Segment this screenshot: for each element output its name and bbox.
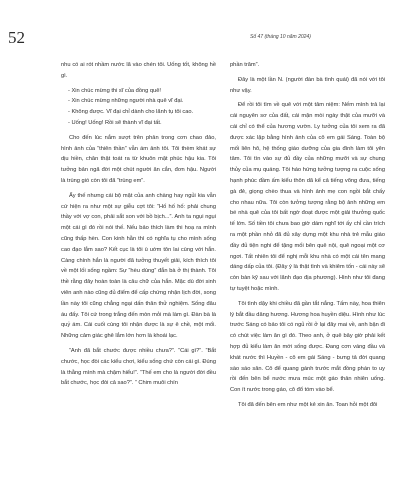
issue-info: Số 47 (tháng 10 năm 2024) xyxy=(250,34,311,40)
right-column-paragraph: Để rồi tôi tìm về quê với một tâm niệm: Nếm mình trả lại cái nguyên sơ của đất, cái mặn mòi ngày thật của mưỡi và cái chỉ có thể của hương vườn. Ly tưởng của tôi xem ra đã được xác lập bằng hình ảnh của cô em gái Sáng. Toàn bộ mối liên hô, hệ thống giáo dưỡng của gia đình làm tôi yên tâm. Tôi tìn vào sự đủ đầy của những mưỡi và sự chung thủy của mụ quáng. Tôi háo hứng tưởng tượng ra cuộc sống hạnh phúc đầm ấm kiểu thôn dã kể cả tiếng võng đưa, tiếng gà đẻ, giọng chèo thua và hình ảnh mẹ con ngồi bắt chấy cho nhau nữa. Tôi còn tưởng tượng rằng bộ ảnh những em bé nhà quê của tôi bất ngờ đoạt được một giải thưởng quốc tế lớn. Số tiền tôi chưa bao giờ dám nghĩ tới ấy chỉ cần trích ra một phần nhỏ đã đủ xây dựng một khu nhà trẻ mẫu giáo đầy đủ tiện nghi để tặng mối bên quê nội, quê ngoại một cơ ngơi. Tất nhiên tôi để nghị mỗi khu nhà có một cái tên mang dáng dấp của tôi. (Đây ý là thật tình và khiêm tốn - cái này sẽ còn bàn kỹ sau với lãnh đạo địa phương). Hình như tôi đang tự tuyệt hoặc mình. xyxy=(230,102,385,292)
right-column-paragraph: Tôi tình dậy khi chiều đã gần tắt nắng. Tấm này, hoa thiên lý bắt đầu dâng hương. Hương hoa huyền diệu. Hình như lúc trước Sáng có bảo tôi có ngủ rồi ở lại đây mai về, anh bận đi có chút việc làm ăn gì đó. Theo anh, ở quê bây giờ phải kết hợp đủ kiểu làm ăn mới sống được. Đang cơn váng đầu và khát nước thì Huyền - cô em gái Sáng - bưng tả đời quang sào sáo sân. Cô để quang gánh trước mắt đồng phán to uy rồi đến bên bể nước mưa múc một gáo thản nhiên uống. Con ít nước trong gáo, cô đổ tóm vào bể. xyxy=(230,300,385,394)
page-number: 52 xyxy=(8,28,25,47)
left-column-paragraph: Ấy thế nhưng cái bộ mặt của anh chàng hay ngủi kia vẫn cứ hiện ra như một sự giễu cợt tôi: “Hố hố hố: phải chung thầy với vợ con, phải sắt son với bồ bịch...”. Anh ta ngụi ngụi một cái gì đó rồi nói thế. Nếu bảo thích làm thi hoạ ra mình cũng thấp hèn. Con kinh hằn thì có nghĩa tụ cho mình sống cao đạo lắm sao? Kết cục là tôi ù uớm tôn lai cùng với hắn. Càng chính hắn là người đã tưởng thuyết giải, kích thích tôi về một lối sống ngầm: Sự “hèu dùng” đắn bà ở thị thành. Tôi thề rằng đây hoàn toàn là câu chữ của hắn. Mặc dù đời sinh viên anh nào cũng đủ điểm để cấp chứng nhận lịch đời, song lần này tôi cũng chẳng ngại dấn thân thử nghiệm. Sống đâu áu đấy. Tôi cứ trong trắng đến mòn mỏi mà làm gì. Đàn bà là quỷ ám. Cái cuối cùng tôi nhận được là sự ê chề, một mối. Những cảm giác ghê lắm lớn hơn là khoái lạc. xyxy=(61,192,216,340)
left-text-column xyxy=(61,60,216,393)
left-column-paragraph: - Không được. Vĩ đại chỉ dành cho lãnh tụ tôi cao. xyxy=(68,109,194,116)
left-column-paragraph: Cho đến lúc nắm sượt trên phản trong cơn chao đảo, hình ảnh của “thiên thần” vẫn ám ảnh tôi. Tôi thèm khát sự dịu hiền, chân thật toát ra từ khuôn mặt phúc hậu kia. Tôi tưởng bản ngã đời một chút người ăn cắn, đơn hậu. Người là trùng gió còn tôi đã “trùng em”. xyxy=(61,134,216,184)
left-column-paragraph: “Anh đã bắt chước được nhiều chưa?”. “Cái gì?”. “Bắt chước, học đòi các kiểu chơi, kiểu sống chứ còn cái gì. Đúng là thằng mình mà chậm hiểu!”. “Thế em cho là người đời đều bắt chước, học đòi cả sao?”. “ Chim muôi chín xyxy=(61,347,216,387)
right-text-column xyxy=(230,60,385,415)
right-column-paragraph: Đây là một lần N. (người đàn bà tình quái) đã nói với tôi như vậy. xyxy=(230,76,385,94)
left-column-paragraph: - Uống! Uống! Rồi sẽ thành vĩ đại tất. xyxy=(68,119,162,126)
right-column-paragraph: Tôi đã đến bên em như một kẻ xin ăn. Toan hỏi một đôi xyxy=(238,401,378,408)
left-column-paragraph: - Xin chúc mừng thi sĩ của đồng quê! xyxy=(68,87,161,94)
left-column-paragraph: - Xin chúc mừng những người nhà quê vĩ đại. xyxy=(68,98,184,105)
right-column-paragraph: phần trăm”. xyxy=(230,62,260,68)
left-column-paragraph: nhu có ai rót nhầm nước lã vào chén tôi. Uống tốt, không hề gì. xyxy=(61,62,216,79)
